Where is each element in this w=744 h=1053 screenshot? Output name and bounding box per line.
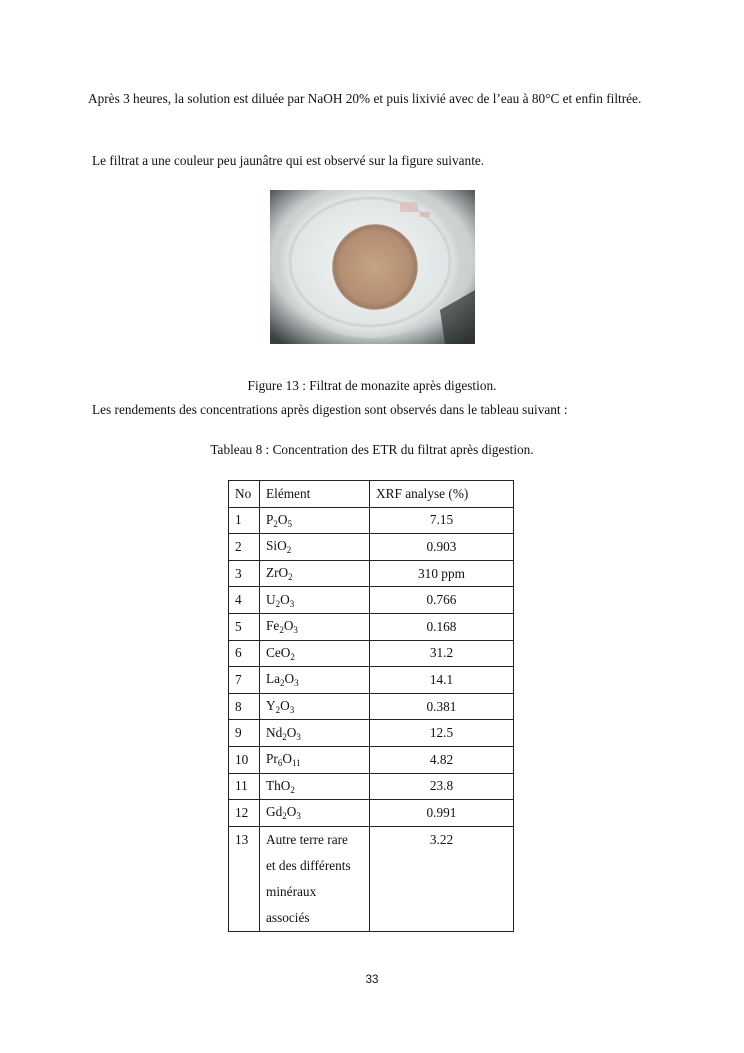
cell-no: 12 [229, 800, 260, 827]
element-symbol-2: O [280, 698, 290, 714]
element-line: minéraux [266, 883, 317, 899]
header-xrf: XRF analyse (%) [370, 481, 514, 508]
header-no: No [229, 481, 260, 508]
element-symbol-2: O [277, 511, 288, 527]
table-row [229, 693, 514, 720]
element-symbol: Fe [266, 618, 280, 634]
cell-xrf-value: 0.381 [370, 693, 514, 720]
table-row [229, 507, 514, 534]
cell-no: 4 [229, 587, 260, 614]
element-symbol: SiO [266, 538, 287, 554]
table-row [229, 773, 514, 800]
cell-element [260, 800, 370, 827]
table-row [229, 746, 514, 773]
header-element: Elément [260, 481, 370, 508]
element-subscript: 2 [282, 731, 287, 742]
cell-element [260, 720, 370, 747]
cell-element [260, 773, 370, 800]
element-subscript-2: 3 [296, 731, 301, 742]
element-symbol: P [266, 511, 274, 527]
element-line: associés [266, 909, 310, 925]
cell-element [260, 613, 370, 640]
table-header-row [229, 481, 514, 508]
cell-xrf-value: 0.903 [370, 534, 514, 561]
element-symbol: Nd [266, 724, 283, 740]
element-symbol: Y [266, 698, 276, 714]
element-subscript: 2 [288, 572, 293, 583]
cell-no: 11 [229, 773, 260, 800]
table-row [229, 534, 514, 561]
element-subscript: 2 [286, 545, 292, 556]
cell-element [260, 693, 370, 720]
table-caption: Tableau 8 : Concentration des ETR du filtrat après digestion. [210, 442, 534, 457]
element-subscript-2: 3 [296, 811, 301, 822]
cell-element [260, 507, 370, 534]
cell-no: 7 [229, 667, 260, 694]
element-subscript: 2 [280, 678, 285, 689]
cell-element [260, 826, 370, 931]
element-subscript: 2 [273, 518, 278, 529]
element-symbol: ThO [266, 777, 291, 793]
concentration-table [228, 480, 514, 932]
cell-xrf-value: 23.8 [370, 773, 514, 800]
cell-no: 6 [229, 640, 260, 667]
figure-caption: Figure 13 : Filtrat de monazite après digestion. [247, 378, 497, 393]
element-line: et des différents [266, 857, 351, 873]
element-subscript-2: 3 [293, 625, 298, 636]
table-row [229, 640, 514, 667]
element-subscript-2: 11 [291, 758, 301, 769]
cell-xrf-value: 4.82 [370, 746, 514, 773]
element-symbol-2: O [280, 591, 290, 607]
cell-no: 9 [229, 720, 260, 747]
cell-no: 10 [229, 746, 260, 773]
cell-xrf-value: 3.22 [370, 826, 514, 931]
element-symbol: Pr [266, 751, 278, 767]
cell-xrf-value: 0.168 [370, 613, 514, 640]
element-symbol: Gd [266, 804, 283, 820]
paragraph-yields: Les rendements des concentrations après digestion sont observés dans le tableau suivant : [92, 402, 568, 417]
element-subscript-2: 5 [287, 518, 293, 529]
element-subscript-2: 3 [289, 598, 295, 609]
element-subscript-2: 3 [289, 705, 295, 716]
cell-xrf-value: 0.766 [370, 587, 514, 614]
element-subscript: 2 [275, 705, 281, 716]
element-subscript: 2 [282, 811, 287, 822]
element-symbol: ZrO [266, 565, 289, 581]
table-row [229, 826, 514, 931]
element-subscript-2: 3 [294, 678, 299, 689]
cell-xrf-value: 7.15 [370, 507, 514, 534]
table-row [229, 587, 514, 614]
table-row [229, 667, 514, 694]
element-symbol: La [266, 671, 281, 687]
table-row [229, 613, 514, 640]
cell-xrf-value: 14.1 [370, 667, 514, 694]
element-subscript: 2 [275, 598, 281, 609]
element-subscript: 6 [277, 758, 283, 769]
cell-element [260, 667, 370, 694]
cell-xrf-value: 310 ppm [370, 560, 514, 587]
table-row [229, 560, 514, 587]
element-symbol: U [266, 591, 276, 607]
cell-element [260, 534, 370, 561]
cell-xrf-value: 31.2 [370, 640, 514, 667]
element-symbol: CeO [266, 644, 291, 660]
cell-xrf-value: 12.5 [370, 720, 514, 747]
element-symbol-2: O [283, 618, 294, 634]
element-symbol-2: O [284, 671, 295, 687]
page-number: 33 [365, 974, 379, 986]
table-row [229, 800, 514, 827]
element-subscript: 2 [290, 784, 295, 795]
cell-no: 1 [229, 507, 260, 534]
element-symbol-2: O [286, 804, 297, 820]
cell-element [260, 587, 370, 614]
paragraph-digestion: Après 3 heures, la solution est diluée par NaOH 20% et puis lixivié avec de l’eau à 80°C et enfin filtrée. [88, 91, 642, 106]
cell-element [260, 640, 370, 667]
paragraph-filtrate-color: Le filtrat a une couleur peu jaunâtre qui est observé sur la figure suivante. [92, 153, 485, 168]
filtrate-photo [270, 190, 475, 344]
cell-xrf-value: 0.991 [370, 800, 514, 827]
cell-no: 5 [229, 613, 260, 640]
cell-no: 13 [229, 826, 260, 931]
table-row [229, 720, 514, 747]
cell-no: 2 [229, 534, 260, 561]
element-symbol-2: O [282, 751, 292, 767]
cell-element [260, 560, 370, 587]
cell-no: 3 [229, 560, 260, 587]
element-subscript: 2 [279, 625, 284, 636]
element-line: Autre terre rare [266, 831, 348, 847]
cell-element [260, 746, 370, 773]
element-symbol-2: O [286, 724, 297, 740]
element-subscript: 2 [290, 651, 295, 662]
cell-no: 8 [229, 693, 260, 720]
